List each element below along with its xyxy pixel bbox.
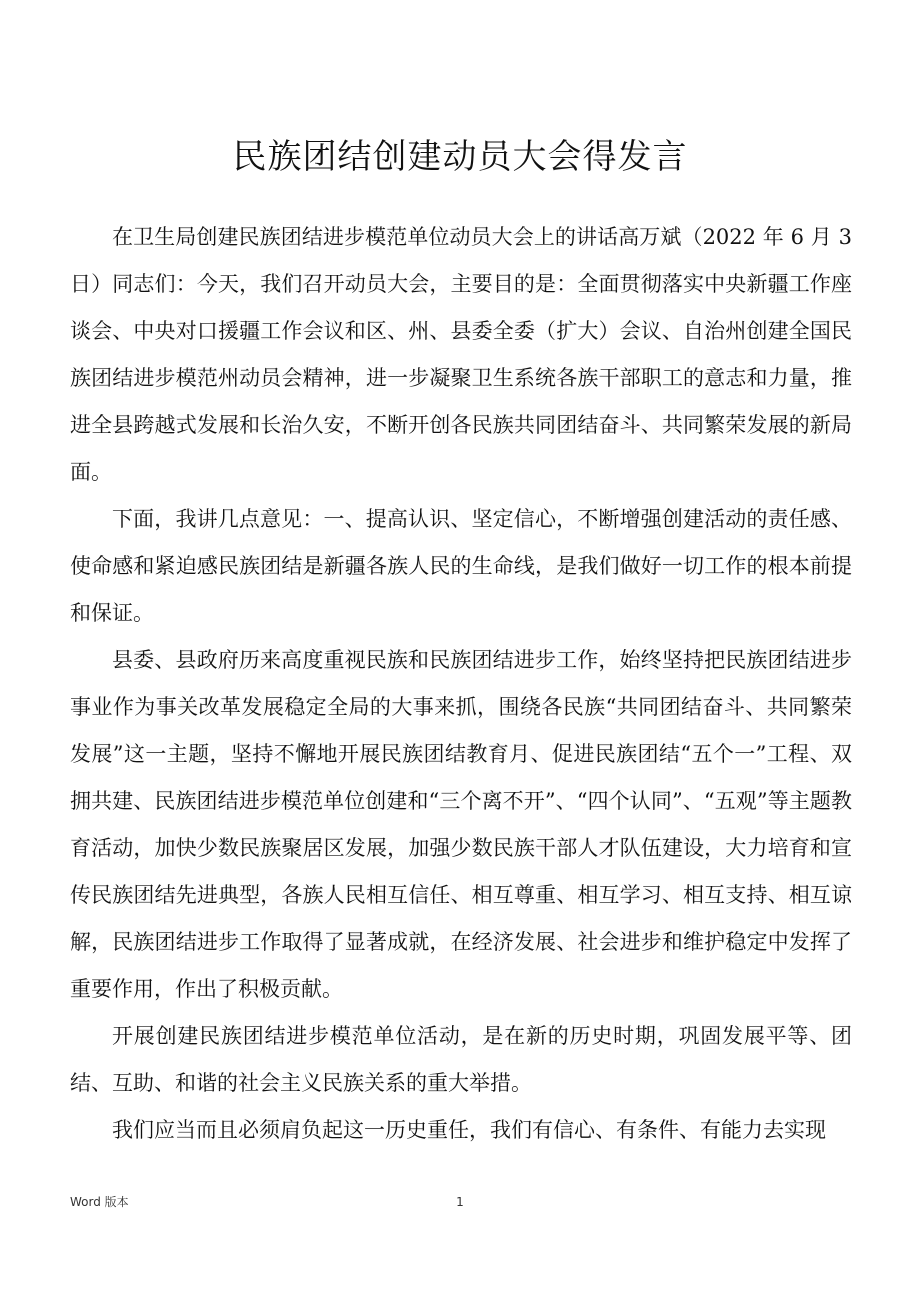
footer-version-label: Word 版本 — [70, 1195, 129, 1209]
paragraph-4: 开展创建民族团结进步模范单位活动，是在新的历史时期，巩固发展平等、团结、互助、和谐的社会主义民族关系的重大举措。 — [70, 1024, 852, 1095]
paragraph-5: 我们应当而且必须肩负起这一历史重任，我们有信心、有条件、有能力去实现 — [112, 1118, 826, 1142]
paragraph-2: 下面，我讲几点意见：一、提高认识、坚定信心，不断增强创建活动的责任感、使命感和紧迫感民族团结是新疆各族人民的生命线，是我们做好一切工作的根本前提和保证。 — [70, 507, 852, 625]
paragraph-3: 县委、县政府历来高度重视民族和民族团结进步工作，始终坚持把民族团结进步事业作为事关改革发展稳定全局的大事来抓，围绕各民族“共同团结奋斗、共同繁荣发展”这一主题，坚持不懈地开展民族团结教育月、促进民族团结“五个一”工程、双拥共建、民族团结进步模范单位创建和“三个离不开”、“四个认同”、“五观”等主题教育活动，加快少数民族聚居区发展，加强少数民族干部人才队伍建设，大力培育和宣传民族团结先进典型，各族人民相互信任、相互尊重、相互学习、相互支持、相互谅解，民族团结进步工作取得了显著成就，在经济发展、社会进步和维护稳定中发挥了重要作用，作出了积极贡献。 — [70, 648, 852, 1001]
paragraph-1: 在卫生局创建民族团结进步模范单位动员大会上的讲话高万斌（2022 年 6 月 3 日）同志们：今天，我们召开动员大会，主要目的是：全面贯彻落实中央新疆工作座谈会、中央对口援疆工作会议和区、州、县委全委（扩大）会议、自治州创建全国民族团结进步模范州动员会精神，进一步凝聚卫生系统各族干部职工的意志和力量，推进全县跨越式发展和长治久安，不断开创各民族共同团结奋斗、共同繁荣发展的新局面。 — [70, 225, 852, 484]
footer-page-number: 1 — [456, 1195, 464, 1209]
document-title: 民族团结创建动员大会得发言 — [232, 137, 688, 177]
document-body — [70, 214, 852, 1154]
